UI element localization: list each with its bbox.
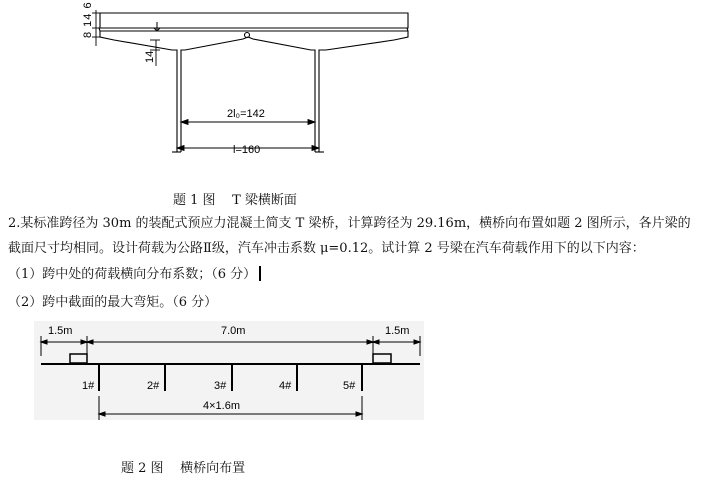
t-beam-outline: [99, 13, 408, 152]
question-2: （2）跨中截面的最大弯矩。（6 分）: [8, 295, 218, 310]
top-dimension: [41, 336, 420, 356]
girder-2-label: 2#: [147, 380, 160, 392]
inner-dimension: [181, 120, 315, 125]
girder-4-label: 4#: [279, 380, 292, 392]
section-marks: [154, 22, 160, 31]
question-1-text: （1）跨中处的荷载横向分布系数；（6 分）: [8, 267, 257, 282]
dim-left-width: 1.5m: [48, 325, 73, 337]
deck: [41, 354, 420, 364]
dim-mid-width: 7.0m: [221, 325, 246, 337]
girders: [99, 364, 362, 391]
dim-side-label: 14: [144, 50, 156, 63]
girder-5-label: 5#: [343, 380, 356, 392]
dim-right-width: 1.5m: [385, 325, 410, 337]
girder-1-label: 1#: [82, 380, 95, 392]
figure2-caption: 题 2 图 横桥向布置: [121, 461, 246, 476]
dim-inner-label: 2l₀=142: [227, 108, 265, 120]
figure2-layout: [0, 310, 716, 430]
dim-vertical-label: 8 14 6: [82, 1, 94, 38]
text-cursor: [259, 266, 261, 281]
question-1: [8, 264, 261, 285]
figure1-t-beam-section: [0, 0, 716, 175]
dim-spacing: 4×1.6m: [203, 400, 240, 412]
girder-3-label: 3#: [214, 380, 227, 392]
dim-outer-label: l=160: [233, 144, 261, 156]
figure1-caption: 题 1 图 T 梁横断面: [173, 193, 297, 208]
problem-line-2: 截面尺寸均相同。设计荷载为公路Ⅱ级，汽车冲击系数 μ=0.12。试计算 2 号梁在汽车荷载作用下的以下内容：: [8, 241, 645, 256]
problem-line-1: 2.某标准跨径为 30m 的装配式预应力混凝土简支 T 梁桥，计算跨径为 29.16m，横桥向布置如题 2 图所示，各片梁的: [8, 216, 691, 231]
